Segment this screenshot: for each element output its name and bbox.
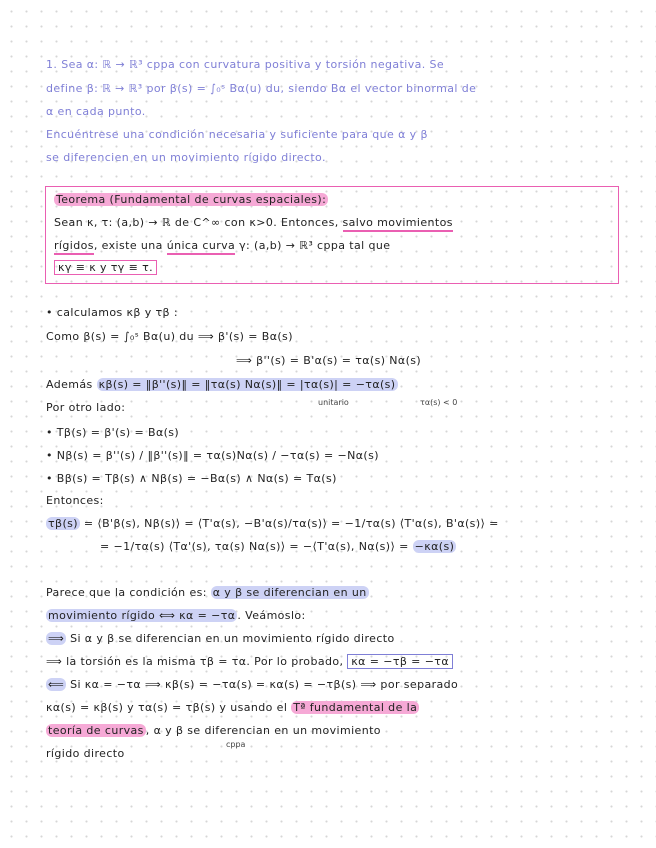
problem-line-5: se diferencien en un movimiento rígido directo. (46, 151, 326, 164)
theorem-l2-underline-2: única curva (167, 239, 235, 255)
implication-forward-2 (46, 655, 453, 668)
theorem-title (54, 193, 328, 206)
ademas-label: Además (46, 378, 97, 391)
problem-line-1: 1. Sea α: ℝ → ℝ³ cppa con curvatura positiva y torsión negativa. Se (46, 58, 445, 71)
imp3-text: κα(s) = κβ(s) y τα(s) = τβ(s) y usando el (46, 701, 292, 714)
theorem-l2-post: γ: (a,b) → ℝ³ cppa tal que (235, 239, 391, 252)
annotation-cppa: cppa (226, 740, 246, 749)
theorem-l1-underline: salvo movimientos (343, 216, 453, 232)
backward-arrow-symbol: ⟸ (48, 678, 65, 691)
theorem-condition-box: κγ ≡ κ y τγ ≡ τ. (54, 260, 157, 275)
n-beta-line: • Nβ(s) = β''(s) / ‖β''(s)‖ = τα(s)Nα(s) / −τα(s) = −Nα(s) (46, 449, 379, 462)
forward-text: Si α y β se diferencian en un movimiento rígido directo (66, 632, 395, 645)
fundamental-theorem-highlight: Tª fundamental de la (293, 701, 418, 714)
teoria-curvas-highlight: teoría de curvas (48, 724, 144, 737)
tau-beta-highlight: τβ(s) (48, 517, 78, 530)
theorem-l1-text: Sean κ, τ: (a,b) → ℝ de C^∞ con κ>0. Entonces, (54, 216, 343, 229)
tau-beta-rest-2: = −1/τα(s) ⟨Tα'(s), τα(s) Nα(s)⟩ = −⟨T'α(s), Nα(s)⟩ = (100, 540, 413, 553)
veamoslo-text: . Veámoslo: (237, 609, 306, 622)
result-box: κα = −τβ = −τα (347, 654, 453, 669)
por-otro-lado: Por otro lado: (46, 401, 126, 414)
theorem-line-3 (54, 261, 157, 274)
b-beta-line: • Bβ(s) = Tβ(s) ∧ Nβ(s) = −Bα(s) ∧ Nα(s) = Tα(s) (46, 472, 337, 485)
movimiento-highlight: movimiento rígido ⟺ κα = −τα (48, 609, 236, 622)
como-line-2: ⟹ β''(s) = B'α(s) = τα(s) Nα(s) (236, 354, 422, 367)
parece-text: Parece que la condición es: (46, 586, 211, 599)
movimiento-line (46, 609, 306, 622)
problem-line-4: Encuéntrese una condición necesaria y suficiente para que α y β (46, 128, 428, 141)
ademas-line (46, 378, 398, 391)
forward-arrow-symbol: ⟹ (48, 632, 65, 645)
backward-text: Si κα = −τα ⟹ κβ(s) = −τα(s) = κα(s) = −τβ(s) ⟹ por separado (66, 678, 459, 691)
parece-line (46, 586, 369, 599)
minus-kappa-highlight: −κα(s) (414, 540, 455, 553)
theorem-box (45, 186, 619, 284)
rigido-directo-line: rígido directo (46, 747, 125, 760)
calc-heading: • calculamos κβ y τβ : (46, 306, 178, 319)
problem-line-2: define β: ℝ → ℝ³ por β(s) = ∫₀ˢ Bα(u) du, siendo Bα el vector binormal de (46, 82, 477, 95)
theorem-title-highlight: Teorema (Fundamental de curvas espaciales): (56, 193, 327, 206)
entonces-line: Entonces: (46, 494, 104, 507)
theorem-l2-underline-1: rígidos (54, 239, 94, 255)
como-line: Como β(s) = ∫₀ˢ Bα(u) du ⟹ β'(s) = Bα(s) (46, 330, 293, 343)
problem-line-3: α en cada punto. (46, 105, 146, 118)
t-beta-line: • Tβ(s) = β'(s) = Bα(s) (46, 426, 180, 439)
kappa-beta-highlight: κβ(s) = ‖β''(s)‖ = ‖τα(s) Nα(s)‖ = |τα(s)| = −τα(s) (98, 378, 396, 391)
annotation-unitario: unitario (318, 398, 349, 407)
theorem-line-2 (54, 239, 390, 252)
annotation-tau-negative: τα(s) < 0 (420, 398, 458, 407)
implication-line-3 (46, 701, 419, 714)
implication-line-4 (46, 724, 381, 737)
tau-beta-line-1 (46, 517, 499, 530)
parece-highlight: α y β se diferencian en un (212, 586, 367, 599)
theorem-line-1 (54, 216, 453, 229)
theorem-l2-mid: , existe una (93, 239, 167, 252)
tau-beta-line-2 (100, 540, 456, 553)
tau-beta-rest-1: = ⟨B'β(s), Nβ(s)⟩ = ⟨T'α(s), −B'α(s)/τα(s)⟩ = −1/τα(s) ⟨T'α(s), B'α(s)⟩ = (79, 517, 499, 530)
implication-backward (46, 678, 458, 691)
implication-forward (46, 632, 395, 645)
imp4-text: , α y β se diferencian en un movimiento (145, 724, 381, 737)
forward-text-2: ⟹ la torsión es la misma τβ = τα. Por lo probado, (46, 655, 348, 668)
